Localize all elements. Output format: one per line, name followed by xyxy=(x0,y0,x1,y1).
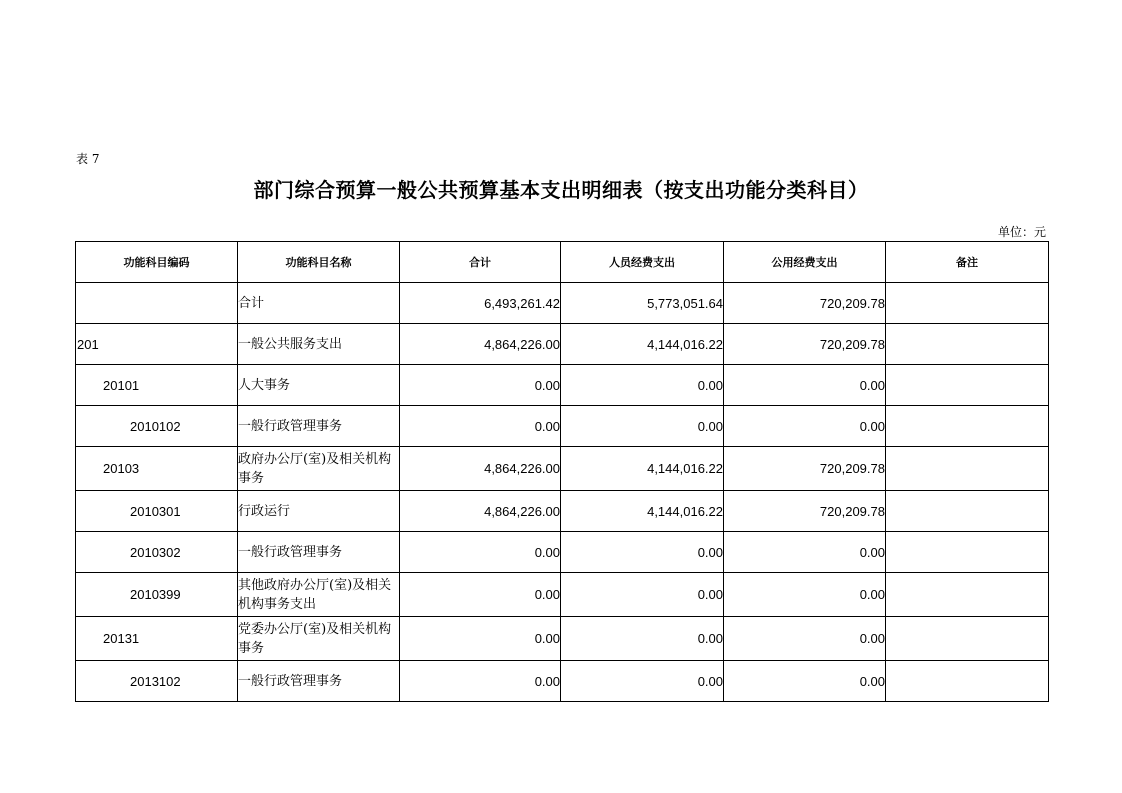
row-note xyxy=(886,283,1049,324)
row-total: 4,864,226.00 xyxy=(400,324,561,365)
row-name: 人大事务 xyxy=(238,365,400,406)
page-title: 部门综合预算一般公共预算基本支出明细表（按支出功能分类科目） xyxy=(253,178,869,202)
row-code: 2010302 xyxy=(76,532,238,573)
row-public: 720,209.78 xyxy=(724,491,886,532)
row-public: 720,209.78 xyxy=(724,447,886,491)
table-row xyxy=(76,324,1049,365)
budget-table xyxy=(75,241,1049,702)
unit-label: 单位：元 xyxy=(997,225,1046,239)
row-personnel: 0.00 xyxy=(561,573,724,617)
column-header-code: 功能科目编码 xyxy=(76,242,238,283)
row-code: 2010399 xyxy=(76,573,238,617)
row-total: 0.00 xyxy=(400,532,561,573)
row-code: 20103 xyxy=(76,447,238,491)
row-note xyxy=(886,617,1049,661)
row-public: 0.00 xyxy=(724,406,886,447)
row-personnel: 4,144,016.22 xyxy=(561,324,724,365)
row-note xyxy=(886,447,1049,491)
row-name: 党委办公厅(室)及相关机构事务 xyxy=(238,617,400,661)
table-number: 表 7 xyxy=(76,152,100,166)
table-row xyxy=(76,406,1049,447)
row-code: 2013102 xyxy=(76,661,238,702)
row-note xyxy=(886,324,1049,365)
row-personnel: 5,773,051.64 xyxy=(561,283,724,324)
row-note xyxy=(886,573,1049,617)
row-note xyxy=(886,406,1049,447)
row-personnel: 0.00 xyxy=(561,661,724,702)
row-name: 一般行政管理事务 xyxy=(238,406,400,447)
row-public: 0.00 xyxy=(724,617,886,661)
row-name: 合计 xyxy=(238,283,400,324)
row-note xyxy=(886,491,1049,532)
table-row xyxy=(76,447,1049,491)
row-name: 其他政府办公厅(室)及相关机构事务支出 xyxy=(238,573,400,617)
column-header-personnel: 人员经费支出 xyxy=(561,242,724,283)
row-public: 720,209.78 xyxy=(724,324,886,365)
row-total: 0.00 xyxy=(400,617,561,661)
row-public: 0.00 xyxy=(724,532,886,573)
row-name: 政府办公厅(室)及相关机构事务 xyxy=(238,447,400,491)
row-name: 一般行政管理事务 xyxy=(238,661,400,702)
row-name: 一般行政管理事务 xyxy=(238,532,400,573)
table-row xyxy=(76,617,1049,661)
row-note xyxy=(886,532,1049,573)
row-personnel: 4,144,016.22 xyxy=(561,491,724,532)
table-row xyxy=(76,573,1049,617)
table-header-row xyxy=(76,242,1049,283)
row-code: 2010301 xyxy=(76,491,238,532)
row-code: 2010102 xyxy=(76,406,238,447)
row-code: 201 xyxy=(76,324,238,365)
table-row xyxy=(76,491,1049,532)
row-total: 4,864,226.00 xyxy=(400,491,561,532)
row-personnel: 0.00 xyxy=(561,617,724,661)
row-total: 6,493,261.42 xyxy=(400,283,561,324)
row-total: 0.00 xyxy=(400,406,561,447)
row-code: 20131 xyxy=(76,617,238,661)
table-row xyxy=(76,532,1049,573)
row-total: 0.00 xyxy=(400,365,561,406)
row-personnel: 0.00 xyxy=(561,406,724,447)
row-public: 0.00 xyxy=(724,573,886,617)
row-code xyxy=(76,283,238,324)
row-public: 720,209.78 xyxy=(724,283,886,324)
row-code: 20101 xyxy=(76,365,238,406)
column-header-public: 公用经费支出 xyxy=(724,242,886,283)
row-total: 0.00 xyxy=(400,661,561,702)
column-header-name: 功能科目名称 xyxy=(238,242,400,283)
row-name: 行政运行 xyxy=(238,491,400,532)
row-personnel: 0.00 xyxy=(561,365,724,406)
column-header-note: 备注 xyxy=(886,242,1049,283)
row-personnel: 0.00 xyxy=(561,532,724,573)
table-row xyxy=(76,365,1049,406)
row-personnel: 4,144,016.22 xyxy=(561,447,724,491)
row-name: 一般公共服务支出 xyxy=(238,324,400,365)
table-row xyxy=(76,661,1049,702)
column-header-total: 合计 xyxy=(400,242,561,283)
row-total: 0.00 xyxy=(400,573,561,617)
table-row xyxy=(76,283,1049,324)
row-public: 0.00 xyxy=(724,365,886,406)
row-total: 4,864,226.00 xyxy=(400,447,561,491)
row-note xyxy=(886,661,1049,702)
row-public: 0.00 xyxy=(724,661,886,702)
row-note xyxy=(886,365,1049,406)
